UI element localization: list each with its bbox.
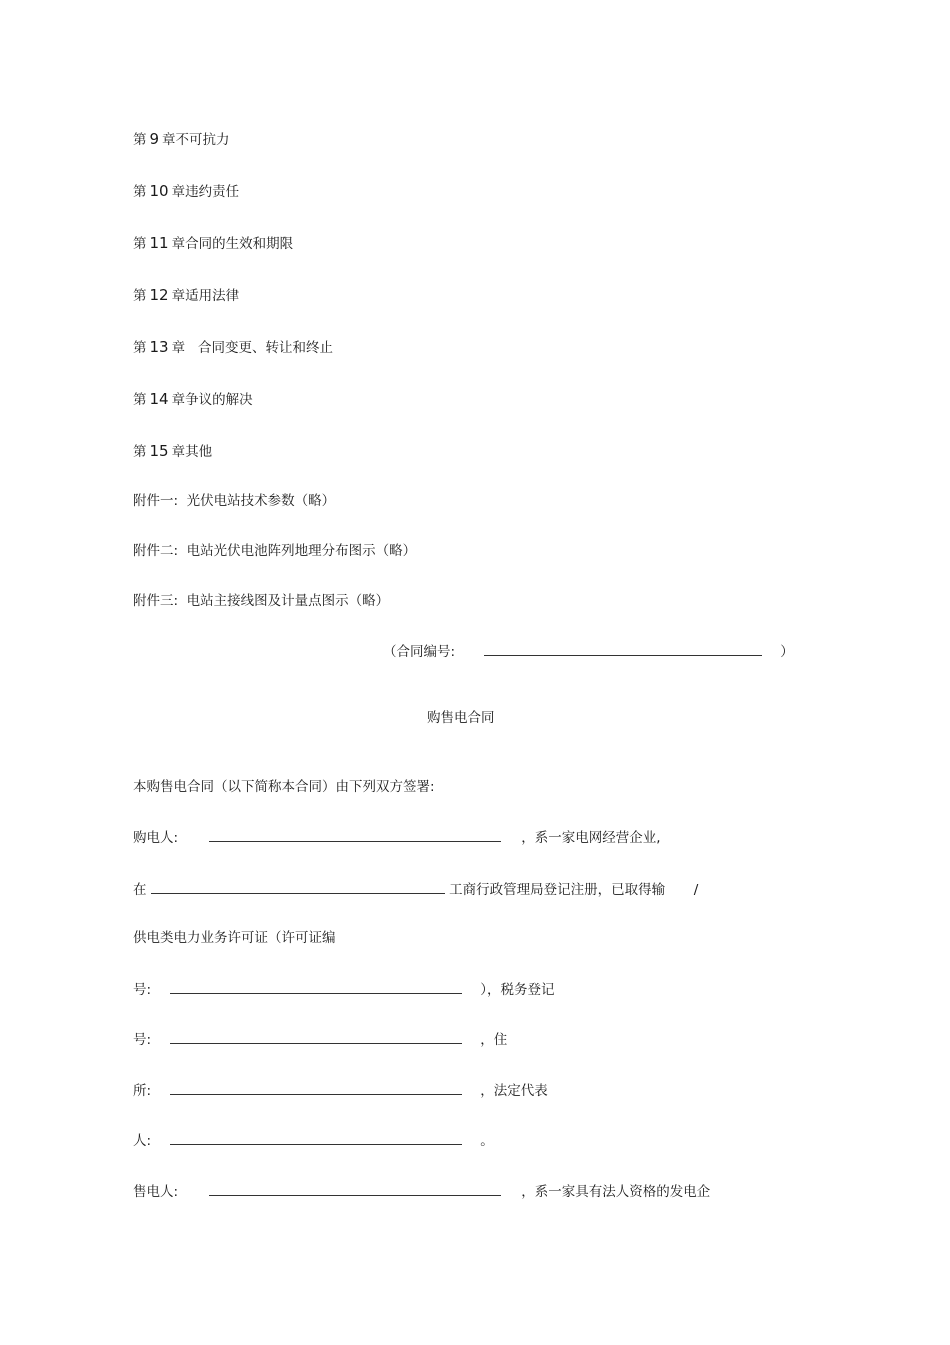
toc-prefix: 第 (133, 340, 147, 356)
contract-number-label: （合同编号: (383, 644, 456, 660)
tax-number-blank[interactable] (170, 1029, 462, 1044)
legal-rep-line (133, 1130, 494, 1150)
toc-prefix: 第 (133, 236, 147, 252)
legal-rep-blank[interactable] (170, 1130, 462, 1145)
buyer-line (133, 827, 661, 847)
tax-number-suffix: ，住 (480, 1032, 508, 1048)
seller-line (133, 1181, 710, 1201)
toc-prefix: 第 (133, 288, 147, 304)
license-number-line (133, 979, 555, 999)
contract-title: 购售电合同 (427, 710, 495, 726)
toc-chapter-15 (133, 442, 212, 461)
address-line (133, 1080, 548, 1100)
chapter-number: 13 (149, 338, 169, 356)
registration-prefix: 在 (133, 882, 147, 898)
annex-3: 附件三: 电站主接线图及计量点图示（略） (133, 593, 390, 609)
chapter-number: 10 (149, 182, 169, 200)
contract-number-close: ） (780, 644, 794, 660)
toc-prefix: 第 (133, 444, 147, 460)
toc-prefix: 第 (133, 132, 147, 148)
chapter-title: 章其他 (171, 444, 213, 460)
toc-chapter-9 (133, 130, 230, 149)
tax-number-label: 号: (133, 1032, 152, 1048)
contract-number-line (383, 641, 794, 661)
buyer-suffix: ，系一家电网经营企业, (521, 830, 661, 846)
toc-chapter-14 (133, 390, 253, 409)
annex-1: 附件一: 光伏电站技术参数（略） (133, 493, 336, 509)
intro-paragraph: 本购售电合同（以下简称本合同）由下列双方签署: (133, 779, 435, 795)
registration-slash: / (693, 882, 699, 898)
legal-rep-suffix: 。 (480, 1133, 494, 1149)
tax-number-line (133, 1029, 507, 1049)
toc-prefix: 第 (133, 392, 147, 408)
chapter-number: 15 (149, 442, 169, 460)
license-number-suffix: ），税务登记 (480, 982, 555, 998)
annex-2: 附件二: 电站光伏电池阵列地理分布图示（略） (133, 543, 417, 559)
buyer-registration-line (133, 879, 698, 899)
address-suffix: ，法定代表 (480, 1083, 548, 1099)
seller-label: 售电人: (133, 1184, 179, 1200)
contract-number-blank[interactable] (484, 641, 762, 656)
toc-chapter-11 (133, 234, 293, 253)
toc-prefix: 第 (133, 184, 147, 200)
chapter-title: 章争议的解决 (171, 392, 253, 408)
chapter-number: 14 (149, 390, 169, 408)
chapter-number: 11 (149, 234, 169, 252)
chapter-title: 章合同的生效和期限 (171, 236, 294, 252)
chapter-title: 章 合同变更、转让和终止 (171, 340, 333, 356)
registration-authority-blank[interactable] (151, 879, 445, 894)
license-line: 供电类电力业务许可证（许可证编 (133, 930, 336, 946)
chapter-title: 章违约责任 (171, 184, 240, 200)
chapter-title: 章不可抗力 (162, 132, 230, 148)
seller-suffix: ，系一家具有法人资格的发电企 (521, 1184, 711, 1200)
license-number-blank[interactable] (170, 979, 462, 994)
toc-chapter-10 (133, 182, 239, 201)
address-blank[interactable] (170, 1080, 462, 1095)
address-label: 所: (133, 1083, 152, 1099)
license-number-label: 号: (133, 982, 152, 998)
legal-rep-label: 人: (133, 1133, 152, 1149)
toc-chapter-12 (133, 286, 239, 305)
seller-name-blank[interactable] (209, 1181, 501, 1196)
buyer-label: 购电人: (133, 830, 179, 846)
registration-suffix: 工商行政管理局登记注册，已取得输 (449, 882, 666, 898)
chapter-number: 9 (149, 130, 160, 148)
buyer-name-blank[interactable] (209, 827, 501, 842)
chapter-number: 12 (149, 286, 169, 304)
chapter-title: 章适用法律 (171, 288, 240, 304)
toc-chapter-13 (133, 338, 333, 357)
